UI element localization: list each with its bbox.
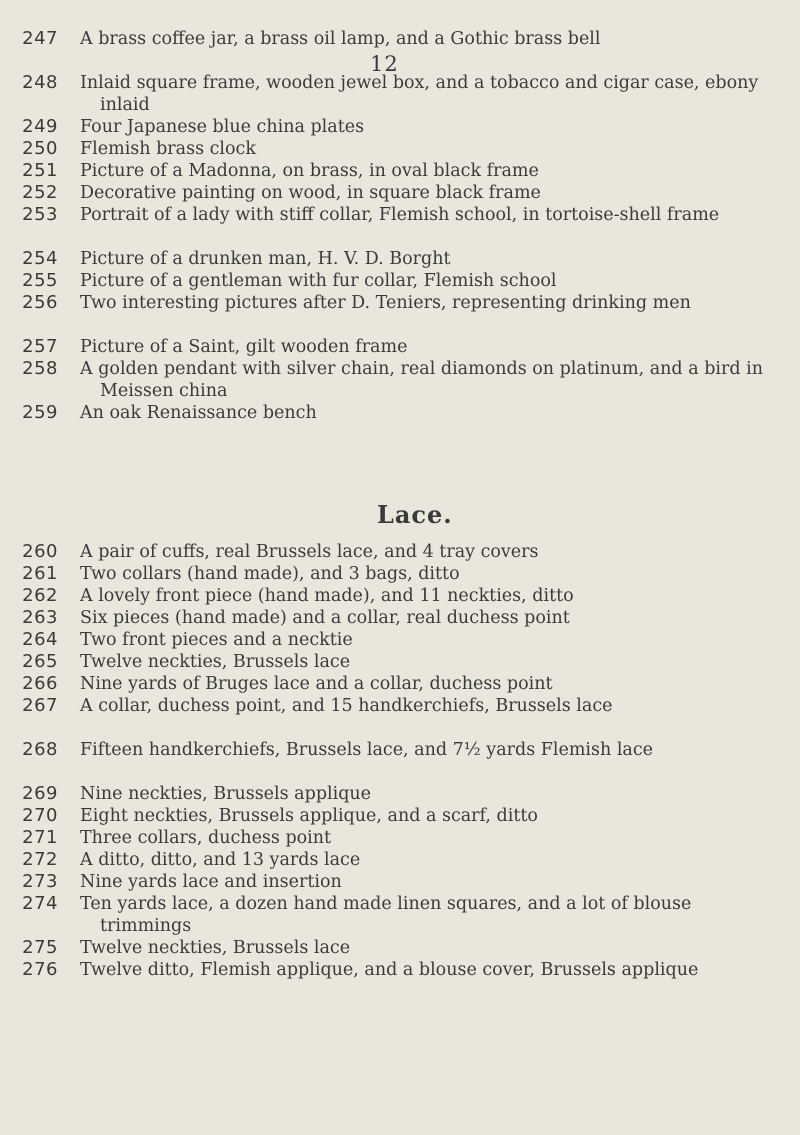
lot-description: A pair of cuffs, real Brussels lace, and 4 tray covers [80, 542, 539, 562]
lot-description: Portrait of a lady with stiff collar, Flemish school, in tortoise-shell frame [80, 205, 720, 225]
lot-description: Two interesting pictures after D. Teniers, representing drinking men [80, 293, 691, 313]
lot-number: 259 [22, 402, 58, 423]
lot-number: 270 [22, 805, 58, 826]
lot-number: 248 [22, 72, 58, 93]
lot-number: 253 [22, 204, 58, 225]
lot-number: 254 [22, 248, 58, 269]
lot-description: Three collars, duchess point [80, 828, 332, 848]
lot-description: A ditto, ditto, and 13 yards lace [80, 850, 361, 870]
lot-number: 263 [22, 607, 58, 628]
lot-number: 260 [22, 541, 58, 562]
lot-number: 267 [22, 695, 58, 716]
lot-number: 269 [22, 783, 58, 804]
lot-number: 261 [22, 563, 58, 584]
lot-description: A golden pendant with silver chain, real diamonds on platinum, and a bird in Meissen china [80, 359, 763, 401]
lot-description: Two collars (hand made), and 3 bags, ditto [80, 564, 460, 584]
lot-number: 271 [22, 827, 58, 848]
lot-description: Inlaid square frame, wooden jewel box, and a tobacco and cigar case, ebony inlaid [80, 73, 759, 115]
lot-description: Picture of a drunken man, H. V. D. Borght [80, 249, 451, 269]
lot-description: Fifteen handkerchiefs, Brussels lace, and 7½ yards Flemish lace [80, 740, 654, 760]
lot-description: Six pieces (hand made) and a collar, real duchess point [80, 608, 570, 628]
lot-description: Picture of a gentleman with fur collar, Flemish school [80, 271, 557, 291]
lot-number: 250 [22, 138, 58, 159]
lot-description: Four Japanese blue china plates [80, 117, 365, 137]
lot-description: Twelve ditto, Flemish applique, and a blouse cover, Brussels applique [80, 960, 699, 980]
lot-description: Eight neckties, Brussels applique, and a scarf, ditto [80, 806, 538, 826]
lot-description: Nine yards of Bruges lace and a collar, duchess point [80, 674, 553, 694]
lot-number: 272 [22, 849, 58, 870]
lot-number: 251 [22, 160, 58, 181]
lot-number: 257 [22, 336, 58, 357]
lot-description: Picture of a Madonna, on brass, in oval black frame [80, 161, 539, 181]
lot-number: 255 [22, 270, 58, 291]
lot-description: Twelve neckties, Brussels lace [80, 938, 351, 958]
lot-number: 274 [22, 893, 58, 914]
lot-number: 262 [22, 585, 58, 606]
lot-description: Ten yards lace, a dozen hand made linen squares, and a lot of blouse trimmings [80, 894, 692, 936]
lot-description: Nine yards lace and insertion [80, 872, 342, 892]
lot-description: An oak Renaissance bench [80, 403, 317, 423]
lot-description: Twelve neckties, Brussels lace [80, 652, 351, 672]
lot-description: Picture of a Saint, gilt wooden frame [80, 337, 408, 357]
lot-number: 275 [22, 937, 58, 958]
lot-number: 265 [22, 651, 58, 672]
section-heading: Lace. [377, 500, 453, 529]
lot-description: Flemish brass clock [80, 139, 256, 159]
lot-description: Decorative painting on wood, in square black frame [80, 183, 541, 203]
page-number: 12 [370, 52, 399, 76]
lot-description: A brass coffee jar, a brass oil lamp, and a Gothic brass bell [80, 29, 601, 49]
lot-description: Two front pieces and a necktie [80, 630, 353, 650]
lot-number: 273 [22, 871, 58, 892]
lot-number: 247 [22, 28, 58, 49]
lot-number: 266 [22, 673, 58, 694]
lot-number: 264 [22, 629, 58, 650]
lot-description: A collar, duchess point, and 15 handkerchiefs, Brussels lace [80, 696, 613, 716]
lot-number: 276 [22, 959, 58, 980]
lot-number: 249 [22, 116, 58, 137]
lot-number: 268 [22, 739, 58, 760]
lot-description: A lovely front piece (hand made), and 11 neckties, ditto [80, 586, 574, 606]
lot-number: 258 [22, 358, 58, 379]
lot-number: 252 [22, 182, 58, 203]
lot-description: Nine neckties, Brussels applique [80, 784, 372, 804]
lot-number: 256 [22, 292, 58, 313]
